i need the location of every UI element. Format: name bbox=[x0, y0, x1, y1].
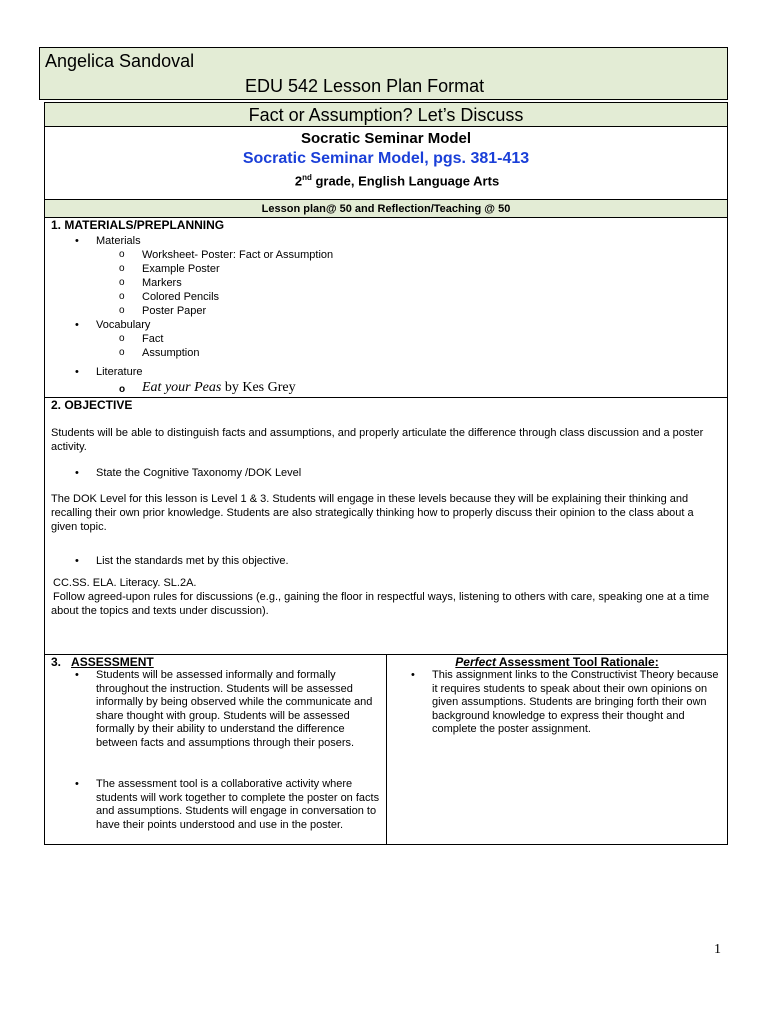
assessment-right-column bbox=[387, 655, 727, 844]
list-item bbox=[51, 778, 386, 832]
materials-section bbox=[45, 218, 727, 398]
rationale-bullet: This assignment links to the Constructivist Theory because it requires students to speak about their own opinions on given assumptions. Students are bringing forth their own background knowledge to express their thought and complete the poster assignment. bbox=[432, 669, 719, 735]
materials-heading: 1. MATERIALS/PREPLANNING bbox=[51, 218, 225, 232]
list-item bbox=[51, 365, 727, 379]
bullet-icon: • bbox=[75, 555, 79, 567]
list-item bbox=[51, 669, 386, 750]
list-item bbox=[51, 466, 727, 480]
rationale-heading bbox=[387, 655, 727, 669]
lesson-plan-table bbox=[44, 102, 728, 845]
list-item bbox=[51, 262, 727, 276]
material-item: Worksheet- Poster: Fact or Assumption bbox=[142, 249, 334, 261]
list-item bbox=[51, 346, 727, 360]
course-title: EDU 542 Lesson Plan Format bbox=[245, 76, 485, 96]
assessment-number: 3. bbox=[51, 655, 62, 669]
standard-text: Follow agreed-upon rules for discussions (e.g., gaining the floor in respectful ways, listening to others with care, speaking one at a time about the topics and texts under discussion). bbox=[51, 591, 710, 617]
bullet-icon: • bbox=[75, 467, 79, 479]
points-band: Lesson plan@ 50 and Reflection/Teaching @ 50 bbox=[45, 200, 727, 218]
list-item bbox=[51, 381, 727, 398]
list-item bbox=[51, 304, 727, 318]
material-item: Poster Paper bbox=[142, 305, 207, 317]
material-item: Example Poster bbox=[142, 263, 220, 275]
taxonomy-bullet: State the Cognitive Taxonomy /DOK Level bbox=[96, 467, 302, 479]
bullet-icon: • bbox=[75, 669, 79, 681]
assessment-section bbox=[45, 655, 727, 844]
vocab-item: Fact bbox=[142, 333, 164, 345]
circle-bullet-icon: o bbox=[119, 263, 125, 274]
document-header bbox=[39, 47, 728, 100]
objective-heading: 2. OBJECTIVE bbox=[51, 398, 133, 412]
material-item: Colored Pencils bbox=[142, 291, 220, 303]
bullet-icon: • bbox=[411, 669, 415, 681]
lesson-title: Fact or Assumption? Let’s Discuss bbox=[45, 103, 727, 127]
vocab-item: Assumption bbox=[142, 347, 200, 359]
circle-bullet-icon: o bbox=[119, 347, 125, 358]
grade-rest: grade, English Language Arts bbox=[311, 173, 500, 189]
list-item bbox=[387, 669, 727, 737]
model-reference: Socratic Seminar Model, pgs. 381-413 bbox=[242, 150, 530, 167]
page-number: 1 bbox=[714, 942, 721, 957]
assessment-bullet: The assessment tool is a collaborative activity where students will work together to complete the poster on facts and assumptions. Students will engage in conversation to have their points understood and use in the poster. bbox=[96, 778, 380, 831]
circle-bullet-icon: o bbox=[119, 333, 125, 344]
circle-bullet-icon: o bbox=[119, 384, 126, 395]
assessment-heading bbox=[51, 655, 386, 669]
assessment-left-column bbox=[45, 655, 387, 844]
circle-bullet-icon: o bbox=[119, 249, 125, 260]
list-item bbox=[51, 234, 727, 248]
circle-bullet-icon: o bbox=[119, 305, 125, 316]
model-name: Socratic Seminar Model bbox=[300, 130, 472, 147]
objective-statement: Students will be able to distinguish facts and assumptions, and properly articulate the difference through class discussion and a poster activity. bbox=[51, 427, 704, 453]
assessment-title: ASSESSMENT bbox=[71, 655, 154, 669]
circle-bullet-icon: o bbox=[119, 277, 125, 288]
bullet-icon: • bbox=[75, 366, 79, 378]
standards-bullet: List the standards met by this objective. bbox=[96, 555, 289, 567]
grade-number: 2 bbox=[294, 173, 303, 189]
dok-paragraph: The DOK Level for this lesson is Level 1 & 3. Students will engage in these levels because they will be explaining their thinking and recalling their own prior knowledge. Students are also strategically thinking how to properly discuss their opinion to the class about a given topic. bbox=[51, 493, 694, 533]
bullet-icon: • bbox=[75, 319, 79, 331]
grade-subject bbox=[67, 169, 727, 189]
assessment-bullet: Students will be assessed informally and formally throughout the instruction. Students will be assessed informally by being observed while the communicate and share thought with group. Students will be assessed formally by their ability to understand the difference between facts and assumptions through their posers. bbox=[96, 669, 373, 749]
author-name: Angelica Sandoval bbox=[45, 51, 195, 71]
literature-label: Literature bbox=[96, 366, 143, 378]
bullet-icon: • bbox=[75, 778, 79, 790]
rationale-emphasis: Perfect bbox=[455, 655, 496, 669]
literature-author: by Kes Grey bbox=[221, 380, 296, 395]
list-item bbox=[51, 276, 727, 290]
list-item bbox=[51, 248, 727, 262]
list-item bbox=[51, 332, 727, 346]
model-block bbox=[45, 127, 727, 200]
list-item bbox=[51, 318, 727, 332]
bullet-icon: • bbox=[75, 235, 79, 247]
materials-label: Materials bbox=[96, 235, 141, 247]
objective-section bbox=[45, 398, 727, 655]
literature-title-line bbox=[142, 381, 296, 395]
grade-suffix: nd bbox=[302, 173, 312, 182]
circle-bullet-icon: o bbox=[119, 291, 125, 302]
rationale-title: Assessment Tool Rationale: bbox=[495, 655, 659, 669]
material-item: Markers bbox=[142, 277, 182, 289]
list-item bbox=[51, 554, 727, 568]
literature-title: Eat your Peas bbox=[142, 380, 222, 395]
list-item bbox=[51, 290, 727, 304]
standard-code: CC.SS. ELA. Literacy. SL.2A. bbox=[53, 577, 197, 589]
vocabulary-label: Vocabulary bbox=[96, 319, 151, 331]
